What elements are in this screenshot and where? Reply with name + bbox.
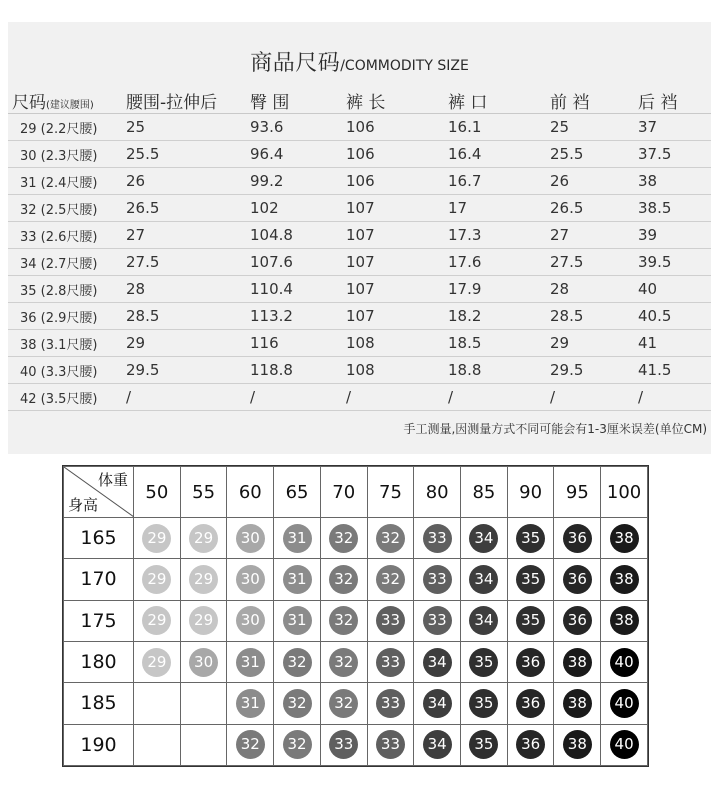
corner-diagonal <box>64 467 134 517</box>
size-value-cell: 41 <box>638 330 711 357</box>
recommend-cell <box>134 559 181 600</box>
recommend-cell <box>367 600 414 641</box>
size-label-cell: 38 (3.1尺腰) <box>8 330 126 357</box>
size-value-cell: 39.5 <box>638 249 711 276</box>
size-value-cell: 18.2 <box>448 303 550 330</box>
size-badge: 31 <box>236 648 265 677</box>
size-label-cell: 34 (2.7尺腰) <box>8 249 126 276</box>
size-badge: 29 <box>189 524 218 553</box>
recommend-cell <box>227 683 274 724</box>
size-recommendation-chart <box>62 465 649 767</box>
size-row <box>8 330 711 357</box>
size-value-cell: / <box>550 384 638 411</box>
header-front-rise: 前 裆 <box>550 88 638 114</box>
size-value-cell: 102 <box>250 195 346 222</box>
weight-header: 55 <box>180 467 227 518</box>
size-badge: 29 <box>142 565 171 594</box>
recommend-cell <box>180 724 227 765</box>
size-value-cell: 104.8 <box>250 222 346 249</box>
size-badge: 32 <box>329 648 358 677</box>
header-length: 裤 长 <box>346 88 448 114</box>
size-value-cell: 29.5 <box>550 357 638 384</box>
size-badge: 30 <box>236 606 265 635</box>
size-badge: 36 <box>563 565 592 594</box>
size-row <box>8 276 711 303</box>
size-badge: 31 <box>283 524 312 553</box>
recommend-cell <box>227 559 274 600</box>
size-value-cell: 37.5 <box>638 141 711 168</box>
size-value-cell: 27.5 <box>126 249 250 276</box>
size-badge: 35 <box>516 606 545 635</box>
size-badge: 35 <box>516 524 545 553</box>
size-value-cell: 107 <box>346 276 448 303</box>
size-badge: 30 <box>236 524 265 553</box>
recommend-cell <box>507 559 554 600</box>
recommend-cell <box>554 683 601 724</box>
weight-header-row <box>64 467 648 518</box>
size-value-cell: 106 <box>346 141 448 168</box>
size-table <box>8 88 711 411</box>
size-row <box>8 168 711 195</box>
recommend-cell <box>320 724 367 765</box>
recommend-cell <box>461 724 508 765</box>
size-value-cell: 29 <box>550 330 638 357</box>
size-value-cell: 40 <box>638 276 711 303</box>
recommend-cell <box>461 683 508 724</box>
size-row <box>8 303 711 330</box>
size-badge: 32 <box>283 648 312 677</box>
size-value-cell: 28 <box>126 276 250 303</box>
recommend-cell <box>601 724 648 765</box>
size-badge: 38 <box>610 565 639 594</box>
size-label-cell: 32 (2.5尺腰) <box>8 195 126 222</box>
recommend-cell <box>227 641 274 682</box>
recommend-cell <box>554 559 601 600</box>
size-badge: 38 <box>563 648 592 677</box>
size-value-cell: 108 <box>346 357 448 384</box>
size-table-body <box>8 114 711 411</box>
recommend-cell <box>601 683 648 724</box>
size-value-cell: 96.4 <box>250 141 346 168</box>
size-value-cell: 108 <box>346 330 448 357</box>
header-size-label: 尺码 <box>12 93 46 113</box>
size-badge: 38 <box>610 606 639 635</box>
size-badge: 32 <box>329 606 358 635</box>
recommend-cell <box>274 600 321 641</box>
recommend-cell <box>180 641 227 682</box>
size-badge: 29 <box>189 565 218 594</box>
size-value-cell: 17 <box>448 195 550 222</box>
size-value-cell: 29.5 <box>126 357 250 384</box>
size-value-cell: 25 <box>550 114 638 141</box>
recommend-cell <box>367 518 414 559</box>
recommend-cell <box>461 641 508 682</box>
size-badge: 30 <box>189 648 218 677</box>
recommend-cell <box>414 683 461 724</box>
recommend-cell <box>414 641 461 682</box>
size-row <box>8 357 711 384</box>
size-badge: 35 <box>469 730 498 759</box>
size-value-cell: / <box>126 384 250 411</box>
size-badge: 33 <box>423 606 452 635</box>
height-row <box>64 641 648 682</box>
header-leg-opening: 裤 口 <box>448 88 550 114</box>
recommendation-grid-body <box>64 518 648 766</box>
size-value-cell: 25 <box>126 114 250 141</box>
recommend-cell <box>320 600 367 641</box>
recommend-cell <box>134 683 181 724</box>
size-label-cell: 36 (2.9尺腰) <box>8 303 126 330</box>
size-badge: 32 <box>376 524 405 553</box>
recommend-cell <box>461 518 508 559</box>
recommend-cell <box>554 724 601 765</box>
recommend-cell <box>507 724 554 765</box>
weight-header: 70 <box>320 467 367 518</box>
size-value-cell: 93.6 <box>250 114 346 141</box>
size-badge: 32 <box>283 730 312 759</box>
size-badge: 35 <box>469 648 498 677</box>
header-size <box>8 88 126 114</box>
size-badge: 32 <box>329 689 358 718</box>
size-row <box>8 249 711 276</box>
recommend-cell <box>274 641 321 682</box>
height-label: 175 <box>64 600 134 641</box>
size-value-cell: 25.5 <box>550 141 638 168</box>
size-value-cell: 25.5 <box>126 141 250 168</box>
size-value-cell: / <box>448 384 550 411</box>
size-value-cell: 17.6 <box>448 249 550 276</box>
size-badge: 36 <box>516 648 545 677</box>
recommend-cell <box>554 641 601 682</box>
recommend-cell <box>414 600 461 641</box>
size-value-cell: 107 <box>346 222 448 249</box>
size-badge: 31 <box>236 689 265 718</box>
size-badge: 34 <box>423 730 452 759</box>
page-title <box>8 46 711 77</box>
recommend-cell <box>601 600 648 641</box>
size-value-cell: 116 <box>250 330 346 357</box>
weight-header: 80 <box>414 467 461 518</box>
size-row <box>8 222 711 249</box>
size-badge: 36 <box>516 689 545 718</box>
size-value-cell: / <box>346 384 448 411</box>
weight-header: 50 <box>134 467 181 518</box>
recommend-cell <box>367 559 414 600</box>
size-value-cell: 38.5 <box>638 195 711 222</box>
size-value-cell: 26 <box>126 168 250 195</box>
size-badge: 38 <box>563 689 592 718</box>
recommend-cell <box>274 559 321 600</box>
size-badge: 34 <box>469 524 498 553</box>
recommend-cell <box>414 724 461 765</box>
recommendation-grid <box>63 466 648 766</box>
size-value-cell: 39 <box>638 222 711 249</box>
recommend-cell <box>180 600 227 641</box>
recommend-cell <box>180 683 227 724</box>
size-value-cell: 26.5 <box>550 195 638 222</box>
size-badge: 33 <box>376 606 405 635</box>
recommend-cell <box>554 518 601 559</box>
size-badge: 34 <box>469 606 498 635</box>
recommend-cell <box>134 641 181 682</box>
size-badge: 29 <box>142 606 171 635</box>
size-value-cell: 18.5 <box>448 330 550 357</box>
size-badge: 36 <box>563 524 592 553</box>
size-value-cell: 27 <box>550 222 638 249</box>
size-value-cell: 110.4 <box>250 276 346 303</box>
recommend-cell <box>601 641 648 682</box>
size-value-cell: / <box>250 384 346 411</box>
size-value-cell: 29 <box>126 330 250 357</box>
weight-header: 85 <box>461 467 508 518</box>
recommend-cell <box>274 518 321 559</box>
size-value-cell: 118.8 <box>250 357 346 384</box>
height-label: 170 <box>64 559 134 600</box>
size-table-header <box>8 88 711 114</box>
recommend-cell <box>320 518 367 559</box>
recommend-cell <box>227 518 274 559</box>
size-badge: 32 <box>329 565 358 594</box>
recommend-cell <box>507 600 554 641</box>
size-badge: 31 <box>283 606 312 635</box>
recommend-cell <box>507 641 554 682</box>
recommend-cell <box>367 683 414 724</box>
recommend-cell <box>227 724 274 765</box>
size-value-cell: 106 <box>346 168 448 195</box>
size-value-cell: 38 <box>638 168 711 195</box>
size-badge: 32 <box>236 730 265 759</box>
title-main: 商品尺码 <box>250 51 341 76</box>
size-badge: 34 <box>423 648 452 677</box>
recommend-cell <box>274 724 321 765</box>
recommend-cell <box>320 641 367 682</box>
size-value-cell: 28.5 <box>126 303 250 330</box>
size-label-cell: 29 (2.2尺腰) <box>8 114 126 141</box>
height-label: 185 <box>64 683 134 724</box>
recommend-cell <box>274 683 321 724</box>
height-row <box>64 683 648 724</box>
header-size-hint: (建议腰围) <box>46 100 94 111</box>
size-badge: 40 <box>610 648 639 677</box>
size-value-cell: 26.5 <box>126 195 250 222</box>
size-badge: 38 <box>610 524 639 553</box>
size-badge: 33 <box>376 648 405 677</box>
size-badge: 34 <box>423 689 452 718</box>
height-row <box>64 518 648 559</box>
recommend-cell <box>601 518 648 559</box>
size-label-cell: 40 (3.3尺腰) <box>8 357 126 384</box>
size-value-cell: 106 <box>346 114 448 141</box>
size-label-cell: 35 (2.8尺腰) <box>8 276 126 303</box>
size-badge: 32 <box>329 524 358 553</box>
height-row <box>64 600 648 641</box>
size-row <box>8 141 711 168</box>
size-badge: 32 <box>283 689 312 718</box>
header-hip: 臀 围 <box>250 88 346 114</box>
size-badge: 36 <box>516 730 545 759</box>
recommend-cell <box>134 600 181 641</box>
size-badge: 30 <box>236 565 265 594</box>
size-value-cell: 16.4 <box>448 141 550 168</box>
size-info-panel <box>8 22 711 454</box>
size-badge: 33 <box>376 730 405 759</box>
size-badge: 33 <box>329 730 358 759</box>
weight-header: 95 <box>554 467 601 518</box>
size-label-cell: 30 (2.3尺腰) <box>8 141 126 168</box>
size-value-cell: 17.3 <box>448 222 550 249</box>
size-badge: 35 <box>516 565 545 594</box>
recommend-cell <box>601 559 648 600</box>
size-row <box>8 384 711 411</box>
recommend-cell <box>180 518 227 559</box>
recommend-cell <box>367 641 414 682</box>
size-badge: 33 <box>376 689 405 718</box>
size-value-cell: 28.5 <box>550 303 638 330</box>
size-value-cell: 27.5 <box>550 249 638 276</box>
recommend-cell <box>507 683 554 724</box>
weight-header: 90 <box>507 467 554 518</box>
height-label: 190 <box>64 724 134 765</box>
recommend-cell <box>461 559 508 600</box>
size-badge: 29 <box>142 648 171 677</box>
size-value-cell: 27 <box>126 222 250 249</box>
recommend-cell <box>367 724 414 765</box>
size-value-cell: 18.8 <box>448 357 550 384</box>
size-badge: 40 <box>610 730 639 759</box>
size-value-cell: 107 <box>346 195 448 222</box>
size-badge: 40 <box>610 689 639 718</box>
title-sub: /COMMODITY SIZE <box>340 58 469 74</box>
size-value-cell: 16.1 <box>448 114 550 141</box>
height-row <box>64 559 648 600</box>
corner-height-label: 身高 <box>68 496 99 514</box>
corner-cell <box>64 467 134 518</box>
height-row <box>64 724 648 765</box>
size-row <box>8 195 711 222</box>
size-value-cell: 107.6 <box>250 249 346 276</box>
size-value-cell: 37 <box>638 114 711 141</box>
size-value-cell: 113.2 <box>250 303 346 330</box>
recommend-cell <box>461 600 508 641</box>
size-label-cell: 31 (2.4尺腰) <box>8 168 126 195</box>
size-label-cell: 33 (2.6尺腰) <box>8 222 126 249</box>
recommend-cell <box>134 724 181 765</box>
size-value-cell: 41.5 <box>638 357 711 384</box>
size-badge: 31 <box>283 565 312 594</box>
size-value-cell: 107 <box>346 249 448 276</box>
recommend-cell <box>180 559 227 600</box>
recommend-cell <box>320 559 367 600</box>
weight-header: 65 <box>274 467 321 518</box>
size-value-cell: 107 <box>346 303 448 330</box>
recommend-cell <box>507 518 554 559</box>
size-value-cell: 28 <box>550 276 638 303</box>
size-badge: 35 <box>469 689 498 718</box>
size-badge: 33 <box>423 565 452 594</box>
height-label: 180 <box>64 641 134 682</box>
recommend-cell <box>414 559 461 600</box>
measurement-note: 手工测量,因测量方式不同可能会有1-3厘米误差(单位CM) <box>403 422 707 436</box>
size-badge: 32 <box>376 565 405 594</box>
size-badge: 29 <box>189 606 218 635</box>
size-row <box>8 114 711 141</box>
weight-header: 60 <box>227 467 274 518</box>
size-badge: 36 <box>563 606 592 635</box>
recommend-cell <box>414 518 461 559</box>
weight-header: 100 <box>601 467 648 518</box>
size-value-cell: 16.7 <box>448 168 550 195</box>
recommend-cell <box>554 600 601 641</box>
size-badge: 29 <box>142 524 171 553</box>
size-badge: 33 <box>423 524 452 553</box>
size-value-cell: / <box>638 384 711 411</box>
size-label-cell: 42 (3.5尺腰) <box>8 384 126 411</box>
size-value-cell: 17.9 <box>448 276 550 303</box>
size-badge: 34 <box>469 565 498 594</box>
header-back-rise: 后 裆 <box>638 88 711 114</box>
recommend-cell <box>134 518 181 559</box>
header-waist: 腰围-拉伸后 <box>126 88 250 114</box>
recommend-cell <box>320 683 367 724</box>
size-value-cell: 26 <box>550 168 638 195</box>
recommend-cell <box>227 600 274 641</box>
weight-header: 75 <box>367 467 414 518</box>
size-value-cell: 40.5 <box>638 303 711 330</box>
height-label: 165 <box>64 518 134 559</box>
size-value-cell: 99.2 <box>250 168 346 195</box>
corner-weight-label: 体重 <box>97 471 128 489</box>
size-badge: 38 <box>563 730 592 759</box>
